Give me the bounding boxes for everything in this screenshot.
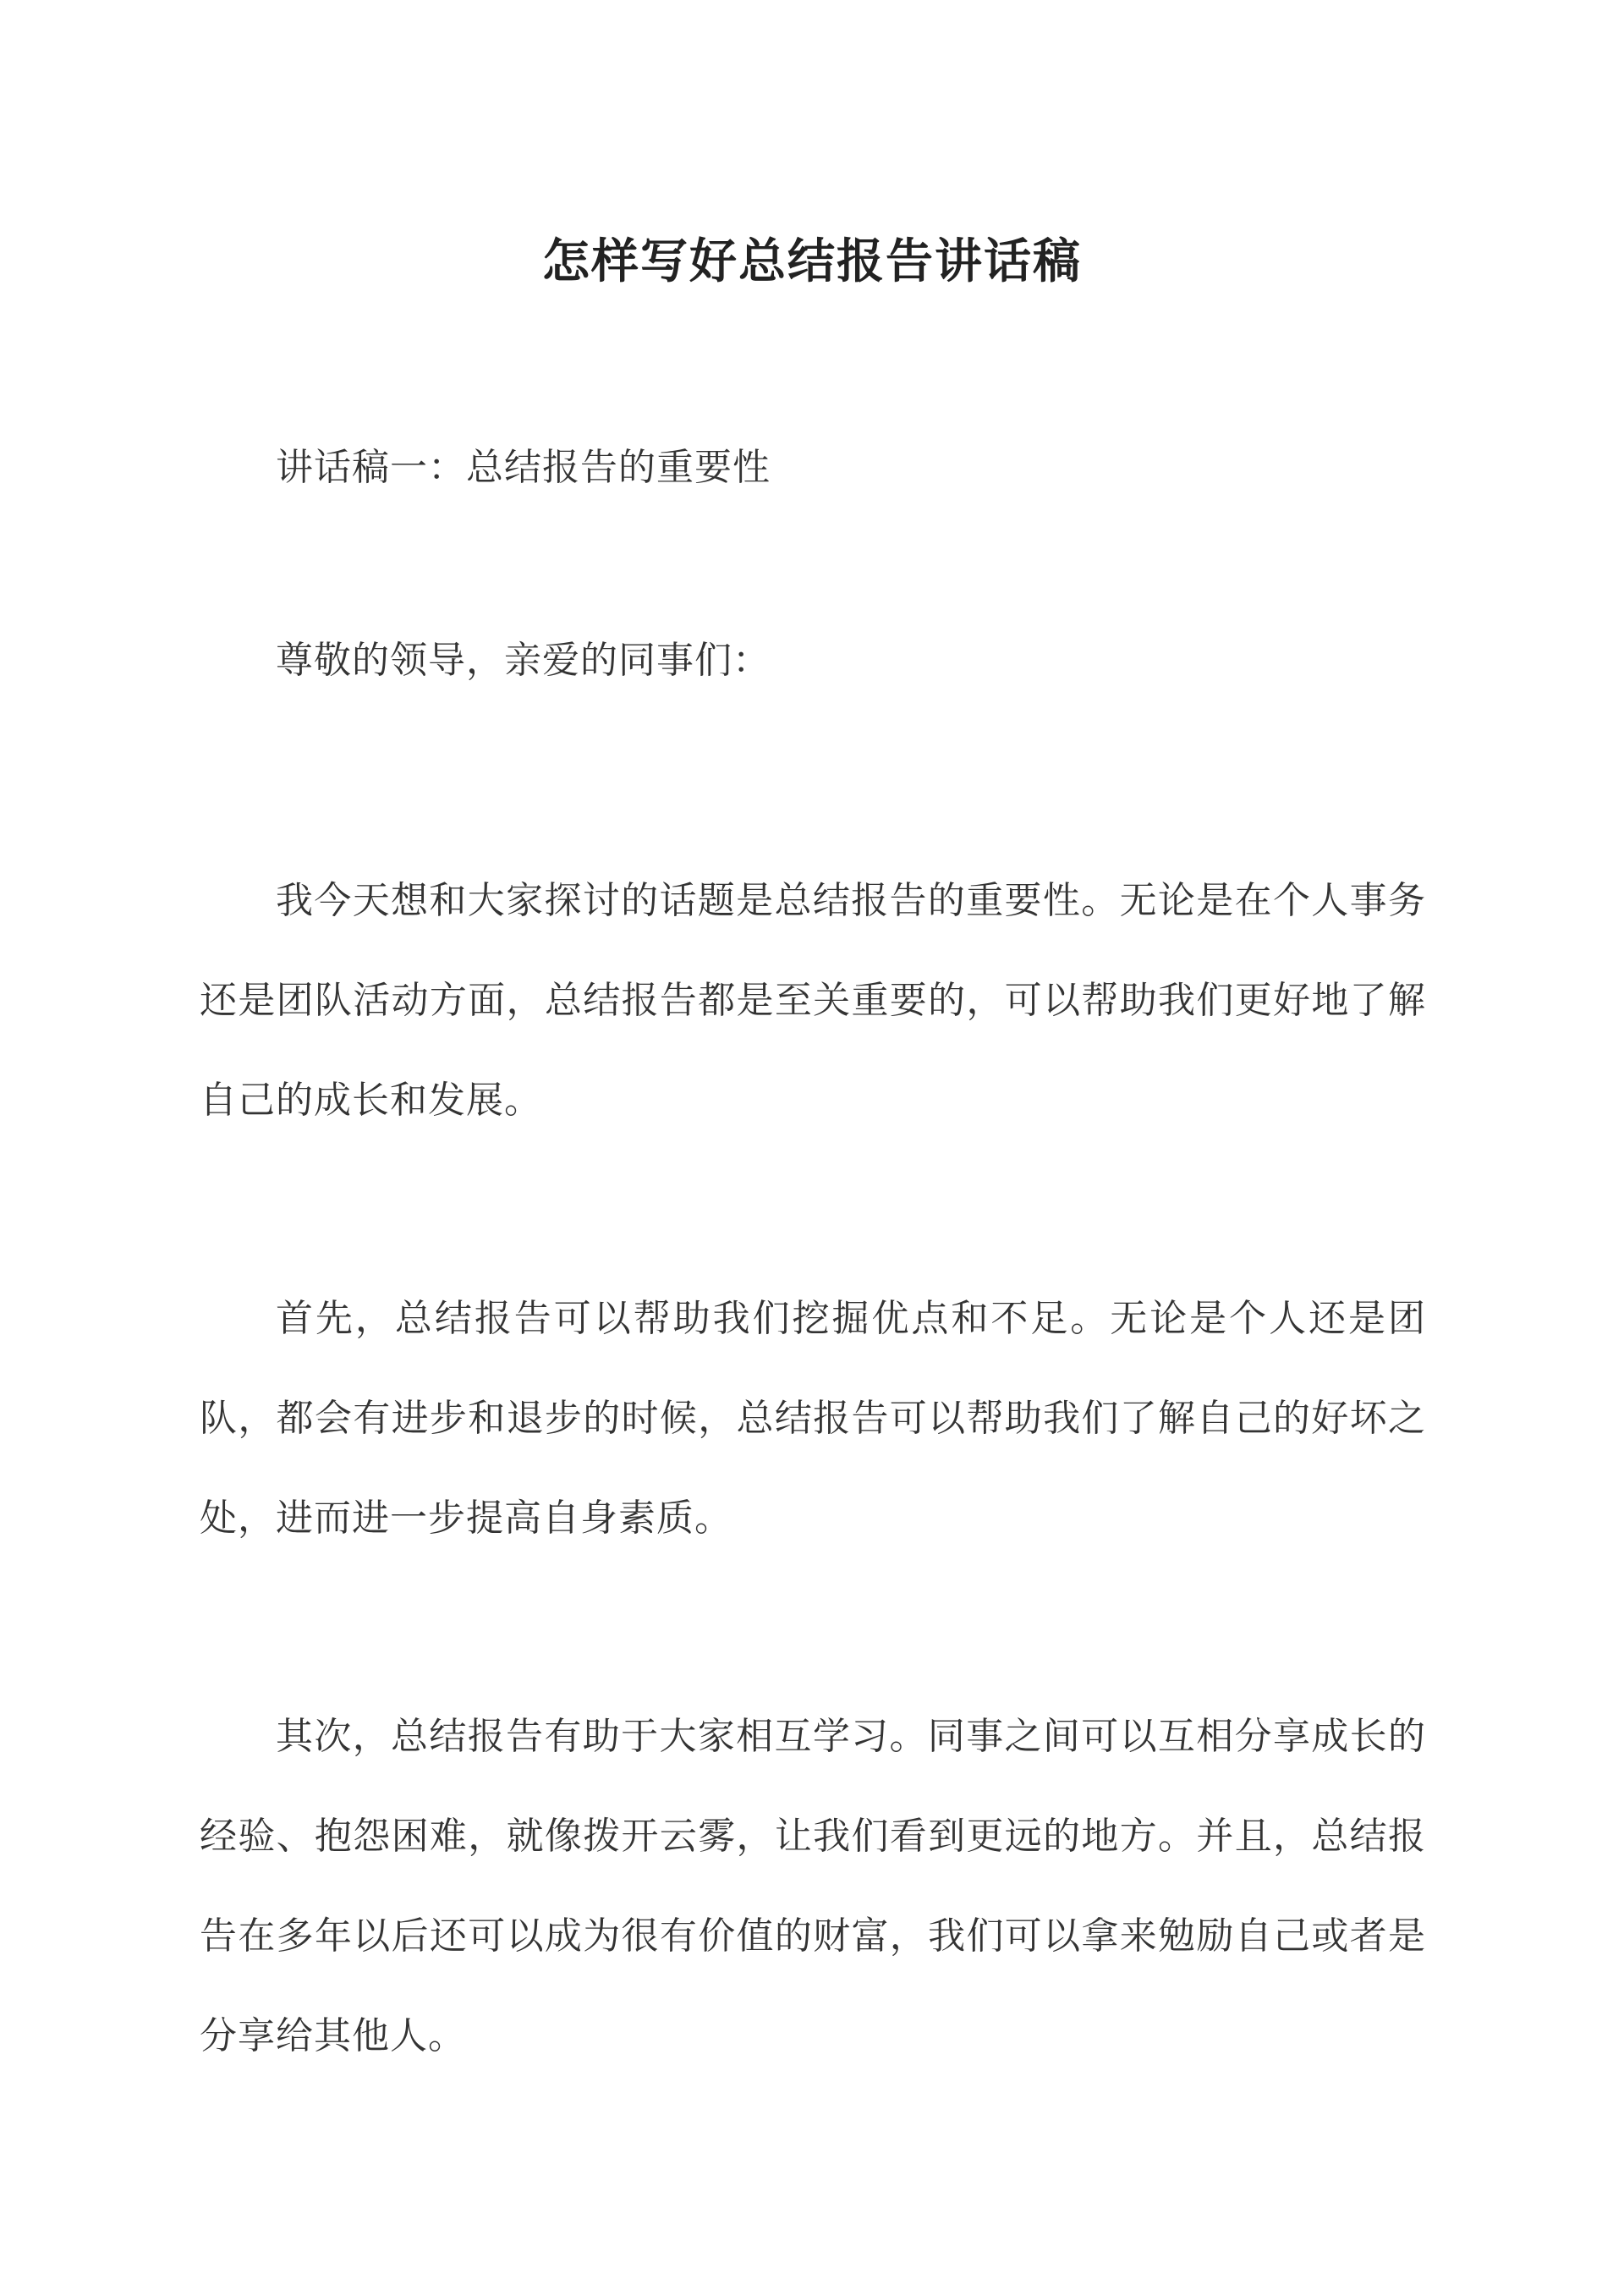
first-point-paragraph: 首先，总结报告可以帮助我们挖掘优点和不足。无论是个人还是团队，都会有进步和退步的时候，总结报告可以帮助我们了解自己的好坏之处，进而进一步提高自身素质。	[200, 1297, 1426, 1540]
greeting-paragraph: 尊敬的领导，亲爱的同事们：	[276, 639, 771, 682]
speech-section-heading: 讲话稿一：总结报告的重要性	[276, 446, 771, 489]
intro-paragraph: 我今天想和大家探讨的话题是总结报告的重要性。无论是在个人事务还是团队活动方面，总结报告都是至关重要的，可以帮助我们更好地了解自己的成长和发展。	[200, 879, 1426, 1122]
second-point-paragraph: 其次，总结报告有助于大家相互学习。同事之间可以互相分享成长的经验、抱怨困难，就像拨开云雾，让我们看到更远的地方。并且，总结报告在多年以后还可以成为很有价值的财富，我们可以拿来勉励自己或者是分享给其他人。	[200, 1715, 1426, 2057]
document-title: 怎样写好总结报告讲话稿	[542, 233, 1082, 289]
